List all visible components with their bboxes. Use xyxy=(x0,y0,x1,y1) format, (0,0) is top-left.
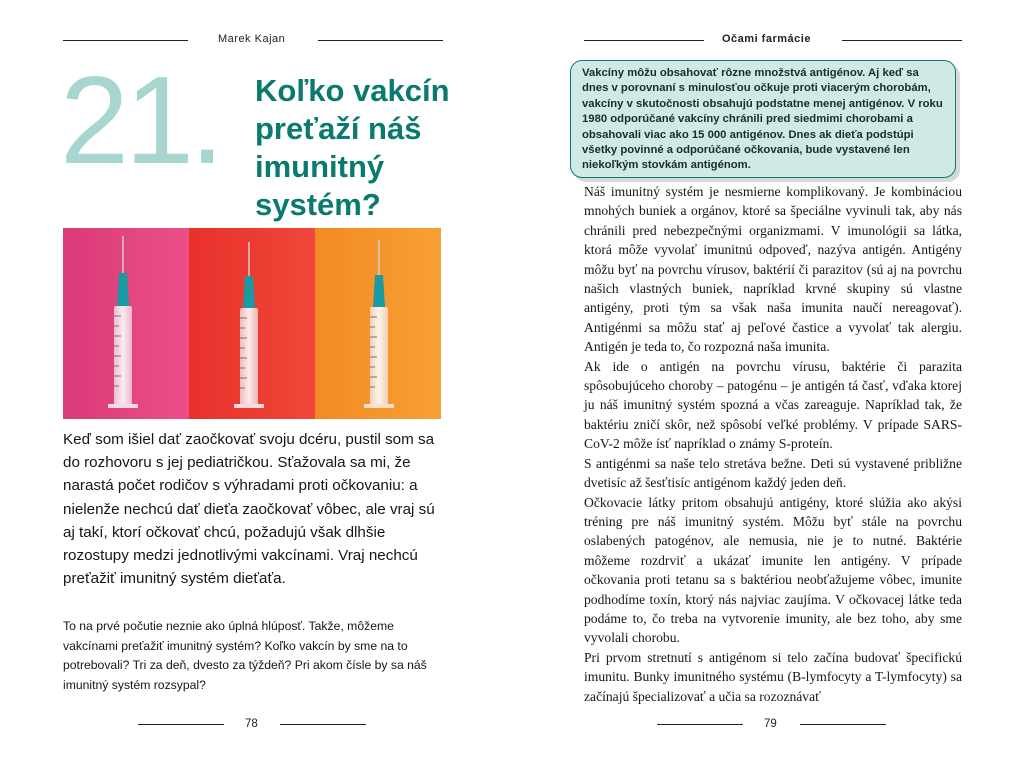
paragraph-4: Očkovacie látky pritom obsahujú antigény, ktoré slúžia ako akýsi tréning pre náš imunitný systém. Môžu byť stále na povrchu oslabených patogénov, ale nemusia, nie je to nutné. Baktérie môžeme rozdrviť a ukázať imunite len antigény. V prípade očkovania proti tetanu sa s baktériou neobťažujeme vôbec, imunite podhodíme toxín, ktorý nás najviac zaujíma. V očkovacej látke teda podáme to, čo treba na vytvorenie imunity, ale bez toho, aby sme vyvolali chorobu. xyxy=(584,494,962,646)
header-rule-left xyxy=(63,40,188,41)
right-page xyxy=(512,0,1024,768)
paragraph-2: Ak ide o antigén na povrchu vírusu, baktérie či parazita spôsobujúceho choroby – patogénu – je antigén tá časť, vďaka ktorej ju náš imunitný systém spozná a včas zareaguje. Napríklad tak, že baktériu zničí skôr, než spôsobí veľké problémy. V prípade SARS-CoV-2 môže ísť napríklad o známy S-proteín. xyxy=(584,358,962,452)
syringes-photo xyxy=(63,228,441,419)
running-head-book: Očami farmácie xyxy=(722,33,811,45)
callout-box: Vakcíny môžu obsahovať rôzne množstvá antigénov. Aj keď sa dnes v porovnaní s minulosťou očkuje proti viacerým chorobám, vakcíny v skutočnosti obsahujú podstatne menej antigénov. V roku 1980 odporúčané vakcíny chránili pred siedmimi chorobami a obsahovali viac ako 15 000 antigénov. Dnes ak dieťa podstúpi všetky povinné a odporúčané očkovania, bude vystavené len niekoľkým stovkám antigénom. xyxy=(570,60,956,178)
body-paragraph-left: To na prvé počutie neznie ako úplná hlúposť. Takže, môžeme vakcínami preťažiť imunitný systém? Koľko vakcín by sme na to potrebovali? Tri za deň, dvesto za týždeň? Pri akom čísle by sa náš imunitný systém rozsypal? xyxy=(63,619,427,692)
running-head-author: Marek Kajan xyxy=(218,33,286,45)
footer-rule-left xyxy=(657,724,743,725)
chapter-title: Koľko vakcín preťaží náš imunitný systém? xyxy=(255,73,450,222)
header-rule-left xyxy=(584,40,704,41)
header-rule-right xyxy=(318,40,443,41)
body-text-right xyxy=(584,182,962,706)
paragraph-1: Náš imunitný systém je nesmierne komplikovaný. Je kombináciou mnohých buniek a orgánov, ktoré sa špeciálne vyvinuli tak, aby nás chránili pred nebezpečnými organizmami. V imunológii sa látka, ktorá môže vyvolať imunitnú odpoveď, nazýva antigén. Antigény môžu byť na povrchu vírusov, baktérií či parazitov (sú aj na povrchu našich vlastných buniek, napríklad krvné skupiny sú vlastne antigény, proti tým sa však naša imunita naučí nereagovať). Antigénmi sa môžu stať aj peľové častice a vyvolať tak alergiu. Antigén je teda to, čo rozpozná naša imunita. xyxy=(584,184,962,355)
lead-paragraph: Keď som išiel dať zaočkovať svoju dcéru, pustil som sa do rozhovoru s jej pediatričkou. Sťažovala sa mi, že narastá počet rodičov s výhradami proti očkovaniu: a nielenže nechcú dať dieťa zaočkovať vôbec, ale vraj sú aj takí, ktorí očkovať chcú, požadujú však dlhšie rozostupy medzi jednotlivými vakcínami. Vraj nechcú preťažiť imunitný systém dieťaťa. xyxy=(63,431,435,588)
footer-rule-right xyxy=(800,724,886,725)
paragraph-3: S antigénmi sa naše telo stretáva bežne. Deti sú vystavené približne dvetisíc až šesťtisíc antigénom každý jeden deň. xyxy=(584,455,962,491)
page-number-left: 78 xyxy=(245,718,258,730)
header-rule-right xyxy=(842,40,962,41)
page-number-right: 79 xyxy=(764,718,777,730)
syringes-illustration xyxy=(63,228,441,419)
paragraph-5: Pri prvom stretnutí s antigénom si telo začína budovať špecifickú imunitu. Bunky imunitného systému (B-lymfocyty a T-lymfocyty) sa začínajú špecializovať a učia sa rozoznávať xyxy=(584,649,962,704)
footer-rule-left xyxy=(138,724,224,725)
chapter-number: 21. xyxy=(60,52,221,190)
footer-rule-right xyxy=(280,724,366,725)
